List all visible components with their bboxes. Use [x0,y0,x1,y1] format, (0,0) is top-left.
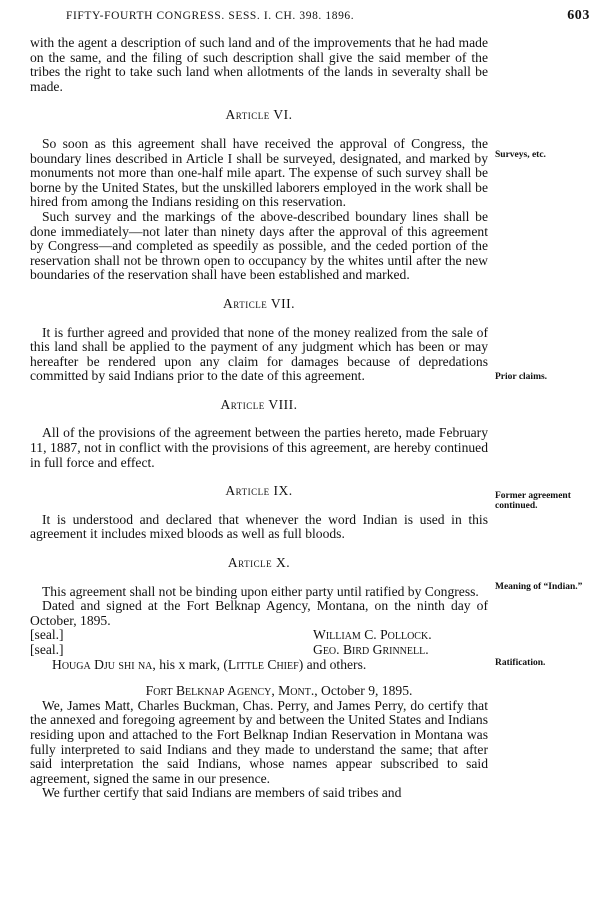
signature-line-chief [30,658,488,673]
certificate-paragraph-1: We, James Matt, Charles Buckman, Chas. Perry, and James Perry, do certify that the annexed and foregoing agreement by and between the United States and Indians residing upon and attached to the Fort Belknap Indian Reservation in Montana was fully interpreted to said Indians and they made to understand the same; that after said interpretation the said Indians, whose names appear subscribed to said agreement, signed the same in our presence. [30,697,488,786]
signature-pollock: William C. Pollock. [313,627,432,643]
dateline-date: October 9, 1895. [317,683,413,699]
article-9-paragraph: It is understood and declared that whenever the word Indian is used in this agreement it includes mixed bloods as well as full bloods. [30,511,488,542]
statute-text [30,36,488,801]
chief-title: Little Chief [227,656,299,672]
signature-line-1 [30,628,488,643]
dated-signed-paragraph: Dated and signed at the Fort Belknap Agency, Montana, on the ninth day of October, 1895. [30,598,488,628]
article-7-heading: Article VII. [223,295,295,311]
running-head: FIFTY-FOURTH CONGRESS. SESS. I. CH. 398. 1896. [66,10,355,22]
article-9-heading: Article IX. [225,483,293,499]
article-6-heading: Article VI. [225,107,293,123]
article-10-heading: Article X. [227,555,291,571]
dateline-place: Fort Belknap Agency, Mont., [145,683,318,699]
chief-end: ) and others. [298,656,367,672]
seal-2: [seal.] [30,642,64,657]
margin-note-former-agreement: Former agreement continued. [495,491,571,511]
article-6-paragraph-1: So soon as this agreement shall have received the approval of Congress, the boundary lines described in Article I shall be surveyed, designated, and marked by monuments not more than one-half mile apart. The expense of such survey shall be borne by the United States, but the unskilled laborers employed in the work shall be hired from among the Indians residing on this reservation. [30,135,488,210]
signature-line-2 [30,643,488,658]
chief-name: Houga Dju shi na, [52,656,156,672]
margin-note-ratification: Ratification. [495,658,546,668]
page-number: 603 [567,8,590,23]
article-6-paragraph-2: Such survey and the markings of the above-described boundary lines shall be done immediately—not later than ninety days after the approval of this agreement by Congress—and completed as speedily as possible, and the ceded portion of the reservation shall not be thrown open to occupancy by the whites until after the new boundaries of the reservation shall have been established and marked. [30,208,488,283]
certificate-dateline [30,684,488,699]
certificate-paragraph-2: We further certify that said Indians are members of said tribes and [42,785,402,801]
seal-1: [seal.] [30,627,64,643]
margin-note-prior-claims: Prior claims. [495,372,548,382]
article-7-paragraph: It is further agreed and provided that none of the money realized from the sale of this land shall be applied to the payment of any judgment which has been or may hereafter be rendered upon any claim for damages because of depredations committed by said Indians prior to the date of this agreement. [30,324,488,384]
paragraph-intro: with the agent a description of such land and of the improvements that he had made on the same, and the filing of such description shall give the said member of the tribes the right to take such land when allotments of the lands in severalty shall be made. [30,35,488,94]
margin-note-surveys: Surveys, etc. [495,150,546,160]
article-10-paragraph: This agreement shall not be binding upon either party until ratified by Congress. [42,583,479,599]
chief-mark: his x mark, ( [155,656,228,672]
article-8-paragraph: All of the provisions of the agreement between the parties hereto, made February 11, 1887, not in conflict with the provisions of this agreement, are hereby continued in full force and effect. [30,425,488,470]
signature-grinnell: Geo. Bird Grinnell. [313,642,429,657]
article-8-heading: Article VIII. [220,396,298,412]
margin-note-meaning-of-indian: Meaning of “Indian.” [495,582,583,592]
running-header [0,8,600,26]
